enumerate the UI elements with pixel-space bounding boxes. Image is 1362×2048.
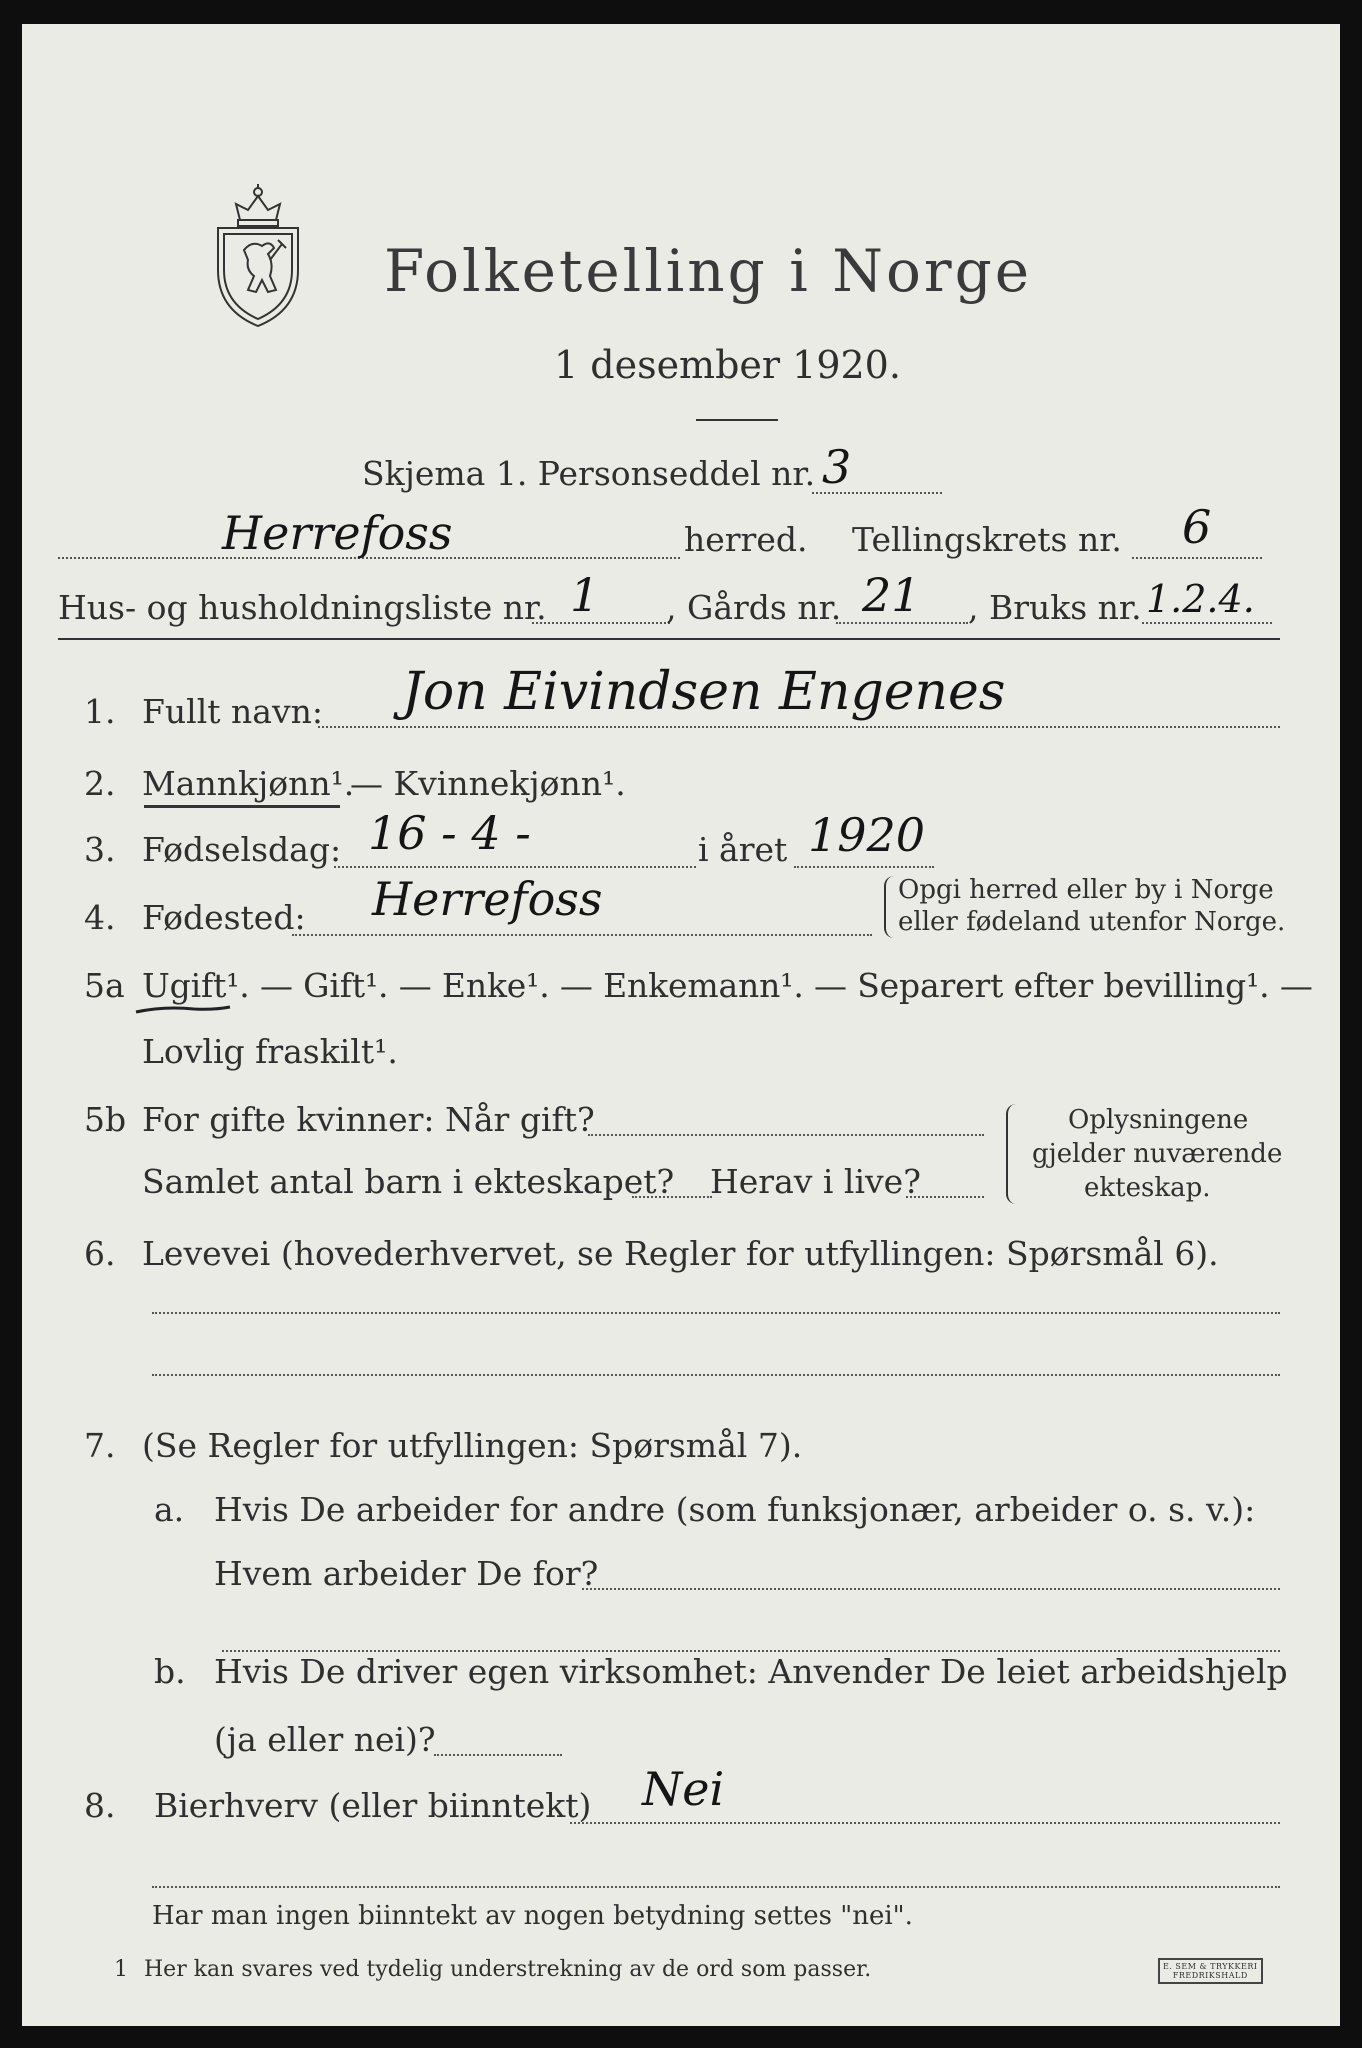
header-rule <box>58 638 1280 640</box>
q7a-employer-field-line <box>582 1588 1280 1590</box>
q2-male-underline <box>144 805 340 808</box>
husliste-field-line <box>532 622 670 624</box>
tellingskrets-nr: 6 <box>1182 500 1212 554</box>
q7b-letter: b. <box>154 1652 186 1691</box>
printer-stamp-line-2: FREDRIKSHALD <box>1172 1971 1248 1980</box>
q5b-children-label: Samlet antal barn i ekteskapet? <box>142 1162 675 1201</box>
footnote: Her kan svares ved tydelig understrekning av de ord som passer. <box>144 1957 872 1982</box>
q5a-options-cont: Lovlig fraskilt¹. <box>142 1032 398 1071</box>
income-note: Har man ingen biinntekt av nogen betydning settes "nei". <box>152 1901 913 1931</box>
q4-number: 4. <box>84 898 116 937</box>
printer-stamp <box>1158 1958 1263 1984</box>
q4-birthplace: Herrefoss <box>372 872 603 926</box>
q8-label: Bierhverv (eller biinntekt) <box>154 1786 592 1825</box>
q4-label: Fødested: <box>142 898 306 937</box>
q6-number: 6. <box>84 1234 116 1273</box>
herred-name: Herrefoss <box>222 506 453 560</box>
q2-female-option: — Kvinnekjønn¹. <box>350 764 626 803</box>
q3-label: Fødselsdag: <box>142 830 342 869</box>
q5b-note-line-1: Oplysningene <box>1068 1105 1249 1135</box>
q5b-note-line-3: ekteskap. <box>1084 1173 1211 1203</box>
q3-birth-year: 1920 <box>808 808 926 862</box>
q3-year-field-line <box>794 866 934 868</box>
q7a-employer-label: Hvem arbeider De for? <box>214 1554 599 1593</box>
personseddel-label: Skjema 1. Personseddel nr. <box>362 454 816 493</box>
q8-field-line <box>570 1822 1280 1824</box>
q5a-number: 5a <box>84 966 125 1005</box>
q1-number: 1. <box>84 692 116 731</box>
q4-field-line <box>292 934 872 936</box>
bruks-label: , Bruks nr. <box>968 588 1142 627</box>
bruks-nr: 1.2.4. <box>1146 577 1255 621</box>
norwegian-coat-of-arms-icon <box>208 180 308 330</box>
q3-birth-date: 16 - 4 - <box>368 806 531 860</box>
census-date: 1 desember 1920. <box>554 343 901 387</box>
q5b-note-line-2: gjelder nuværende <box>1032 1139 1283 1169</box>
q7-number: 7. <box>84 1426 116 1465</box>
q4-note-line-2: eller fødeland utenfor Norge. <box>898 907 1286 937</box>
gards-label: , Gårds nr. <box>666 588 842 627</box>
printer-stamp-line-1: E. SEM & TRYKKERI <box>1163 1962 1258 1971</box>
q5b-children-field-line <box>632 1196 712 1198</box>
husliste-nr: 1 <box>570 568 600 622</box>
form-title: Folketelling i Norge <box>384 237 1033 305</box>
q5b-number: 5b <box>84 1100 127 1139</box>
q5b-alive-label: Herav i live? <box>710 1162 921 1201</box>
q7b-field-line <box>434 1754 562 1756</box>
gards-field-line <box>836 622 968 624</box>
census-form <box>22 24 1340 2026</box>
q4-note-line-1: Opgi herred eller by i Norge <box>898 875 1274 905</box>
q5a-ugift-underline <box>134 1002 234 1016</box>
q7-label: (Se Regler for utfyllingen: Spørsmål 7). <box>142 1426 803 1465</box>
title-rule <box>696 419 778 421</box>
tellingskrets-label: Tellingskrets nr. <box>852 520 1122 559</box>
q1-field-line <box>318 726 1280 728</box>
q8-side-income: Nei <box>642 1762 725 1816</box>
q3-date-field-line <box>334 866 696 868</box>
q3-number: 3. <box>84 830 116 869</box>
personseddel-nr: 3 <box>822 440 852 494</box>
footnote-mark: 1 <box>114 1957 128 1982</box>
q5b-alive-field-line <box>906 1196 984 1198</box>
q7b-question: Hvis De driver egen virksomhet: Anvender De leiet arbeidshjelp <box>214 1652 1288 1691</box>
q5b-married-label: For gifte kvinner: Når gift? <box>142 1100 595 1139</box>
herred-label: herred. <box>684 520 808 559</box>
q5b-note-brace <box>1006 1104 1018 1204</box>
q5a-options: Ugift¹. — Gift¹. — Enke¹. — Enkemann¹. — Separert efter bevilling¹. — <box>142 966 1313 1005</box>
q5b-married-field-line <box>588 1134 984 1136</box>
q6-field-line-1 <box>152 1312 1280 1314</box>
q7a-question: Hvis De arbeider for andre (som funksjonær, arbeider o. s. v.): <box>214 1490 1256 1529</box>
q6-label: Levevei (hovederhvervet, se Regler for utfyllingen: Spørsmål 6). <box>142 1234 1219 1273</box>
q1-label: Fullt navn: <box>142 692 323 731</box>
q7a-letter: a. <box>154 1490 185 1529</box>
q8-field-line-2 <box>152 1886 1280 1888</box>
q1-full-name: Jon Eivindsen Engenes <box>402 662 1006 722</box>
husliste-label: Hus- og husholdningsliste nr. <box>58 588 547 627</box>
q3-year-label: i året <box>698 830 788 869</box>
gards-nr: 21 <box>862 568 921 622</box>
q2-number: 2. <box>84 764 116 803</box>
q6-field-line-2 <box>152 1374 1280 1376</box>
tellingskrets-field-line <box>1132 557 1262 559</box>
q8-number: 8. <box>84 1786 116 1825</box>
q7b-yes-no-label: (ja eller nei)? <box>214 1720 436 1759</box>
q2-male-option: Mannkjønn¹. <box>142 764 355 803</box>
q4-note-brace <box>884 876 894 938</box>
